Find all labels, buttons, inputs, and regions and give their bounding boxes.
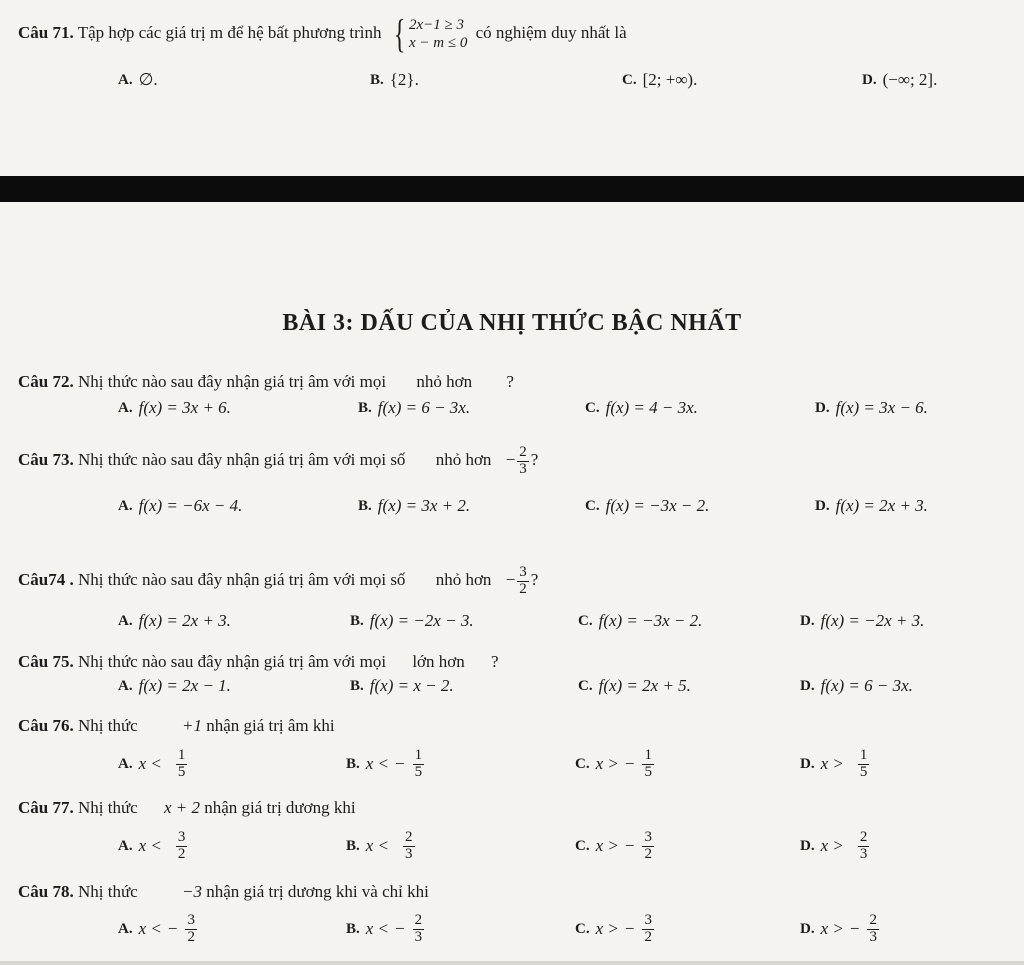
- question-76-tail: nhận giá trị âm khi: [206, 716, 335, 735]
- option-a[interactable]: A. f(x) = −6x − 4.: [118, 496, 243, 515]
- question-78-options: [0, 913, 1024, 953]
- question-72-text: Nhị thức nào sau đây nhận giá trị âm với mọi: [77, 372, 387, 391]
- question-73-text: Nhị thức nào sau đây nhận giá trị âm với mọi số: [77, 450, 406, 470]
- question-77-expr: x + 2: [163, 798, 200, 817]
- question-73-options: [0, 496, 1024, 536]
- question-74-label: Câu74 .: [18, 570, 74, 590]
- minus-sign: −: [505, 450, 516, 470]
- option-c[interactable]: C. [2; +∞).: [622, 70, 698, 89]
- system-row-2: x − m ≤ 0: [408, 35, 468, 51]
- question-75-tail: lớn hơn: [412, 652, 465, 671]
- question-71-label: Câu 71.: [18, 22, 74, 42]
- question-77: [18, 798, 1014, 818]
- question-78-text: Nhị thức: [77, 882, 138, 901]
- option-d[interactable]: D. x > − $\frac{2}{3}$: [800, 912, 877, 945]
- fraction: $\frac{2}{3}$: [414, 912, 423, 945]
- option-c[interactable]: C. f(x) = −3x − 2.: [585, 496, 710, 515]
- fraction: $\frac{3}{2}$: [519, 564, 527, 597]
- fraction: $\frac{3}{2}$: [644, 912, 652, 945]
- question-75-text: Nhị thức nào sau đây nhận giá trị âm với mọi: [77, 652, 387, 671]
- option-b[interactable]: B. x < − $\frac{1}{5}$: [346, 747, 423, 780]
- question-75-qmark: ?: [491, 652, 499, 671]
- question-76: [18, 716, 1014, 736]
- option-b[interactable]: B. f(x) = x − 2.: [350, 676, 454, 695]
- fraction: $\frac{3}{2}$: [644, 829, 652, 862]
- fraction: $\frac{2}{3}$: [869, 912, 877, 945]
- option-d[interactable]: D. f(x) = 6 − 3x.: [800, 676, 913, 695]
- question-72-qmark: ?: [506, 372, 514, 391]
- option-d[interactable]: D. f(x) = −2x + 3.: [800, 611, 925, 630]
- fraction: $\frac{1}{5}$: [177, 747, 186, 780]
- inequality-system: [390, 11, 468, 56]
- fraction: $\frac{1}{5}$: [644, 747, 652, 780]
- option-d[interactable]: D. f(x) = 2x + 3.: [815, 496, 928, 515]
- fraction: $\frac{3}{2}$: [187, 912, 195, 945]
- question-78: [18, 882, 1014, 902]
- fraction: $\frac{2}{3}$: [859, 829, 868, 862]
- question-72-options: [0, 398, 1024, 438]
- fraction: $\frac{1}{5}$: [414, 747, 423, 780]
- question-77-options: [0, 830, 1024, 870]
- option-d[interactable]: D. x > $\frac{2}{3}$: [800, 829, 868, 862]
- question-77-text: Nhị thức: [77, 798, 138, 817]
- question-74-tail: nhỏ hơn: [435, 570, 492, 590]
- question-78-tail: nhận giá trị dương khi và chỉ khi: [206, 882, 429, 901]
- brace-icon: {: [393, 11, 406, 56]
- question-74-qmark: ?: [530, 570, 539, 590]
- question-76-expr: +1: [181, 716, 202, 735]
- question-76-options: [0, 748, 1024, 788]
- bottom-divider: [0, 961, 1024, 965]
- option-b[interactable]: B. f(x) = −2x − 3.: [350, 611, 474, 630]
- option-a[interactable]: A. f(x) = 2x + 3.: [118, 611, 231, 630]
- option-a[interactable]: A. f(x) = 2x − 1.: [118, 676, 231, 695]
- option-b[interactable]: B. f(x) = 3x + 2.: [358, 496, 471, 515]
- option-a[interactable]: A. ∅.: [118, 70, 158, 89]
- option-c[interactable]: C. x > − $\frac{1}{5}$: [575, 747, 652, 780]
- question-77-label: Câu 77.: [18, 798, 74, 817]
- question-73-tail: nhỏ hơn: [435, 450, 492, 470]
- option-b[interactable]: B. x < − $\frac{2}{3}$: [346, 912, 423, 945]
- fraction: $\frac{1}{5}$: [859, 747, 868, 780]
- question-72: [18, 372, 1014, 392]
- option-d[interactable]: D. f(x) = 3x − 6.: [815, 398, 928, 417]
- minus-sign: −: [505, 570, 516, 590]
- question-71-tail: có nghiệm duy nhất là: [475, 22, 627, 42]
- question-77-tail: nhận giá trị dương khi: [204, 798, 356, 817]
- option-a[interactable]: A. f(x) = 3x + 6.: [118, 398, 231, 417]
- question-78-label: Câu 78.: [18, 882, 74, 901]
- section-title: BÀI 3: DẤU CỦA NHỊ THỨC BẬC NHẤT: [282, 310, 742, 336]
- option-a[interactable]: A. x < $\frac{1}{5}$: [118, 747, 186, 780]
- question-72-label: Câu 72.: [18, 372, 74, 391]
- fraction: $\frac{2}{3}$: [405, 829, 413, 862]
- option-a[interactable]: A. x < − $\frac{3}{2}$: [118, 912, 195, 945]
- system-row-1: 2x−1 ≥ 3: [408, 17, 464, 33]
- fraction: $\frac{3}{2}$: [177, 829, 186, 862]
- question-74-text: Nhị thức nào sau đây nhận giá trị âm với mọi số: [77, 570, 406, 590]
- question-73-label: Câu 73.: [18, 450, 74, 470]
- question-74-options: [0, 611, 1024, 651]
- question-75: [18, 652, 1014, 672]
- option-c[interactable]: C. x > − $\frac{3}{2}$: [575, 829, 652, 862]
- option-b[interactable]: B. f(x) = 6 − 3x.: [358, 398, 471, 417]
- question-73-qmark: ?: [530, 450, 539, 470]
- option-c[interactable]: C. x > − $\frac{3}{2}$: [575, 912, 652, 945]
- black-divider-bar: [0, 176, 1024, 202]
- question-78-expr: −3: [181, 882, 202, 901]
- question-76-label: Câu 76.: [18, 716, 74, 735]
- option-d[interactable]: D. x > $\frac{1}{5}$: [800, 747, 868, 780]
- question-71-options: [0, 70, 1024, 110]
- option-b[interactable]: B. {2}.: [370, 70, 419, 89]
- fraction: $\frac{2}{3}$: [519, 444, 527, 477]
- option-b[interactable]: B. x < $\frac{2}{3}$: [346, 829, 413, 862]
- question-76-text: Nhị thức: [77, 716, 138, 735]
- option-c[interactable]: C. f(x) = 4 − 3x.: [585, 398, 698, 417]
- question-75-label: Câu 75.: [18, 652, 74, 671]
- question-71-text: Tập hợp các giá trị m để hệ bất phương trình: [77, 22, 382, 42]
- question-75-options: [0, 676, 1024, 716]
- option-c[interactable]: C. f(x) = 2x + 5.: [578, 676, 691, 695]
- option-a[interactable]: A. x < $\frac{3}{2}$: [118, 829, 186, 862]
- question-73: [18, 445, 1014, 478]
- question-72-tail: nhỏ hơn: [416, 372, 473, 391]
- option-d[interactable]: D. (−∞; 2].: [862, 70, 938, 89]
- option-c[interactable]: C. f(x) = −3x − 2.: [578, 611, 703, 630]
- question-71: [18, 11, 1014, 56]
- question-74: [18, 565, 1014, 598]
